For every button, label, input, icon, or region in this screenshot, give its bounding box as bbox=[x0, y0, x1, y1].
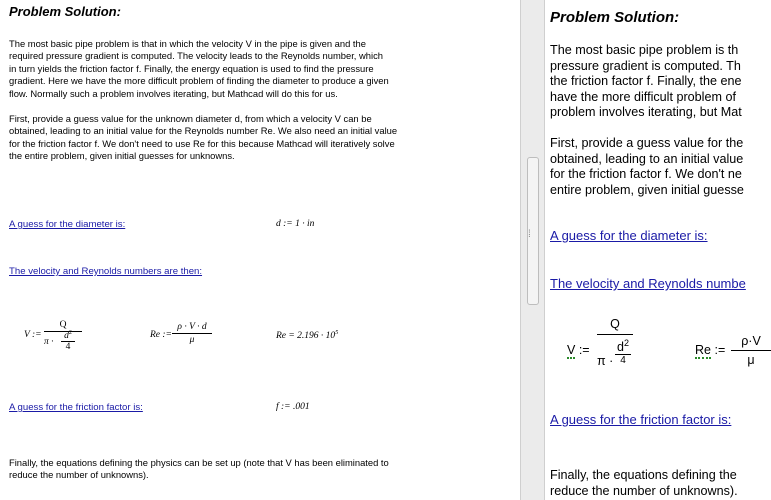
velocity-var-zoomed: V bbox=[567, 343, 576, 357]
reynolds-denominator-zoomed: μ bbox=[747, 353, 755, 367]
link-diameter-guess-zoomed[interactable]: A guess for the diameter is: bbox=[550, 228, 708, 243]
velocity-lhs-zoomed bbox=[567, 343, 590, 357]
equation-reynolds-fraction bbox=[172, 322, 212, 345]
fraction-bar bbox=[172, 333, 212, 334]
d-var-zoomed: d bbox=[617, 340, 624, 355]
pi-symbol: π · bbox=[44, 337, 54, 347]
velocity-denominator bbox=[44, 330, 82, 357]
denominator-4: 4 bbox=[65, 342, 71, 353]
equation-velocity-lhs: V := bbox=[24, 330, 42, 340]
d-squared-over-4-zoomed bbox=[615, 338, 631, 366]
paragraph-physics: Finally, the equations defining the physics can be set up (note that V has been eliminated to reduce the number of unknowns). bbox=[9, 457, 389, 481]
assign-operator: := bbox=[714, 343, 726, 357]
splitter-grip-icon[interactable]: ⁞ bbox=[528, 229, 531, 240]
pane-splitter[interactable] bbox=[520, 0, 545, 500]
equation-friction[interactable]: f := .001 bbox=[276, 402, 310, 412]
equation-diameter[interactable]: d := 1 · in bbox=[276, 219, 315, 229]
reynolds-value: Re = 2.196 · 10 bbox=[276, 331, 336, 342]
assign-operator: := bbox=[578, 343, 590, 357]
section-title: Problem Solution: bbox=[9, 4, 121, 19]
velocity-fraction-zoomed bbox=[597, 317, 633, 382]
reynolds-fraction-zoomed bbox=[731, 334, 771, 367]
denominator-4-zoomed: 4 bbox=[620, 355, 626, 367]
link-velocity-reynolds[interactable]: The velocity and Reynolds numbers are then: bbox=[9, 266, 203, 277]
link-diameter-guess[interactable]: A guess for the diameter is: bbox=[9, 219, 126, 230]
equation-velocity-fraction bbox=[44, 320, 82, 357]
d-var: d bbox=[64, 331, 69, 342]
exponent-2-zoomed: 2 bbox=[623, 338, 629, 348]
fraction-bar bbox=[597, 334, 633, 335]
velocity-numerator-zoomed: Q bbox=[610, 317, 620, 331]
section-title-zoomed: Problem Solution: bbox=[550, 9, 680, 26]
paragraph-physics-zoomed: Finally, the equations defining the reduce the number of unknowns). bbox=[550, 468, 738, 498]
paragraph-guess: First, provide a guess value for the unknown diameter d, from which a velocity V can be obtained, leading to an initial value for the Reynolds number Re. We also need an initial value for the friction factor f. We don't need to use Re for this because Mathcad will iteratively solve the entire problem, given initial guesses for unknowns. bbox=[9, 113, 398, 162]
d-squared-over-4 bbox=[61, 330, 75, 352]
paragraph-intro-zoomed: The most basic pipe problem is th pressure gradient is computed. Th the friction factor f. Finally, the ene have the more difficult problem of problem involves iterating, but Mat bbox=[550, 43, 742, 120]
reynolds-exponent: 5 bbox=[335, 330, 339, 336]
link-friction-guess-zoomed[interactable]: A guess for the friction factor is: bbox=[550, 412, 732, 427]
equation-reynolds-lhs: Re := bbox=[150, 330, 172, 340]
reynolds-denominator: μ bbox=[189, 335, 195, 345]
link-velocity-reynolds-zoomed[interactable]: The velocity and Reynolds numbe bbox=[550, 276, 746, 291]
velocity-numerator: Q bbox=[59, 320, 67, 330]
velocity-denominator-zoomed bbox=[597, 338, 633, 382]
fraction-bar bbox=[731, 350, 771, 351]
pi-symbol-zoomed: π · bbox=[597, 354, 614, 368]
equation-reynolds-result bbox=[276, 330, 338, 341]
reynolds-lhs-zoomed bbox=[695, 343, 725, 357]
link-friction-guess[interactable]: A guess for the friction factor is: bbox=[9, 402, 143, 413]
reynolds-numerator: ρ · V · d bbox=[177, 322, 207, 332]
paragraph-intro: The most basic pipe problem is that in which the velocity V in the pipe is given and the required pressure gradient is computed. The velocity leads to the Reynolds number, which in turn yields the friction factor f. Finally, the energy equation is used to find the pressure gradient. Here we have the more difficult problem of finding the diameter to produce a given flow. Normally such a problem involves iterating, but Mathcad will do this for us. bbox=[9, 38, 389, 99]
reynolds-var-zoomed: Re bbox=[695, 343, 711, 357]
exponent-2: 2 bbox=[68, 330, 72, 336]
document-pane-right[interactable] bbox=[545, 0, 761, 500]
paragraph-guess-zoomed: First, provide a guess value for the obtained, leading to an initial value for the friction factor f. We don't ne entire problem, given initial guesse bbox=[550, 136, 744, 197]
reynolds-numerator-zoomed: ρ·V bbox=[741, 334, 761, 348]
